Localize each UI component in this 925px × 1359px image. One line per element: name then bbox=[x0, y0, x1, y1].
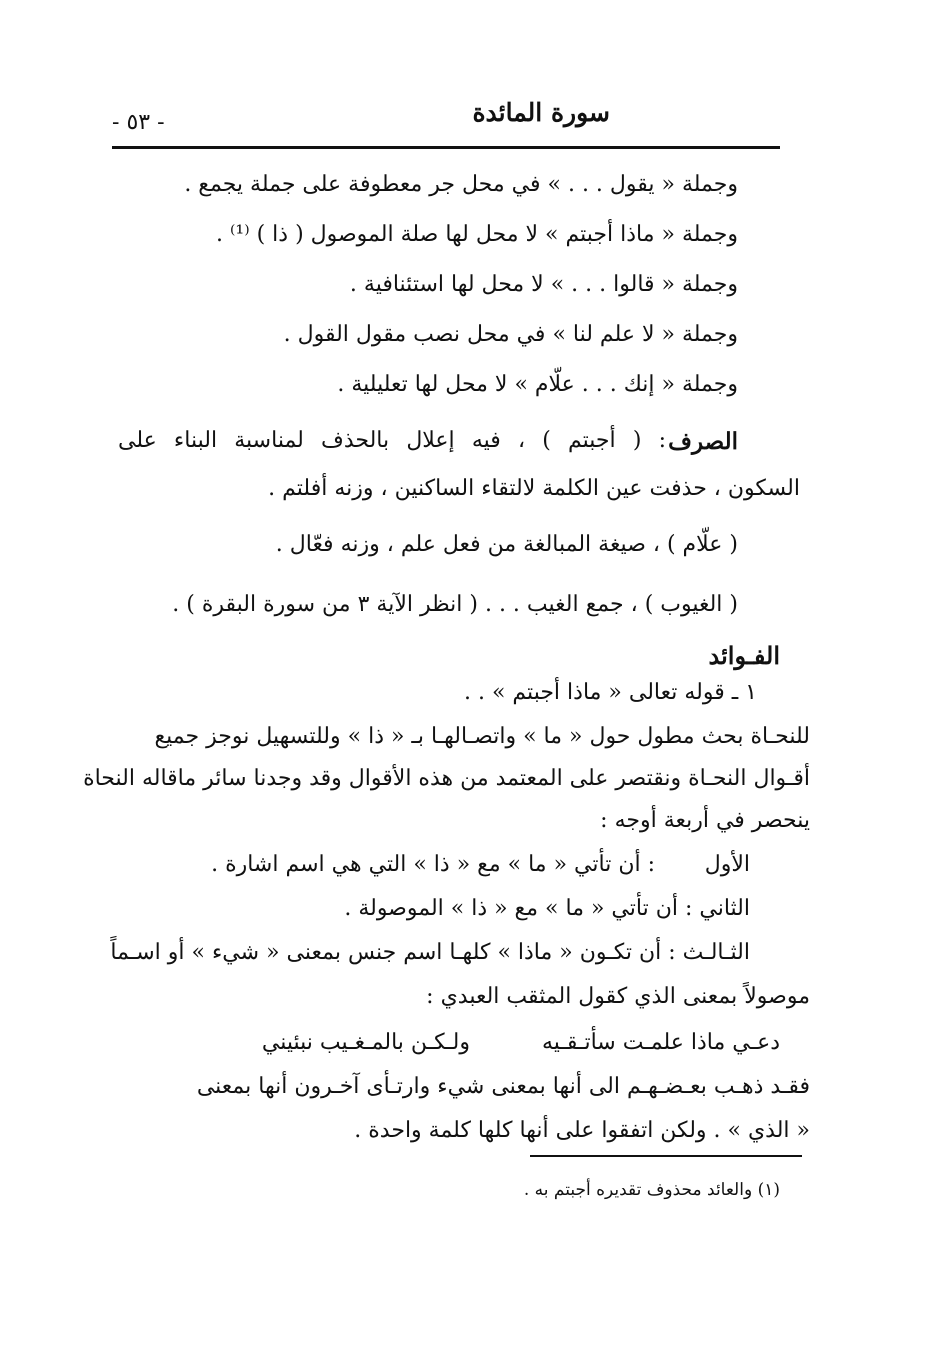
sarf-line: ( الغيوب ) ، جمع الغيب . . . ( انظر الآية ٣ من سورة البقرة ) . bbox=[172, 592, 738, 617]
header-divider bbox=[112, 146, 780, 149]
sarf-line: السكون ، حذفت عين الكلمة لالتقاء الساكنين ، وزنه أفلتم . bbox=[268, 476, 800, 501]
paragraph-line: « الذي » . ولكن اتفقوا على أنها كلها كلمة واحدة . bbox=[354, 1118, 810, 1143]
paragraph-line: ينحصر في أربعة أوجه : bbox=[600, 808, 810, 833]
irab-line: وجملة « يقول . . . » في محل جر معطوفة على جملة يجمع . bbox=[184, 172, 738, 197]
paragraph-line: للنحـاة بحث مطول حول « ما » واتصـالهـا بـ « ذا » وللتسهيل نوجز جميع bbox=[154, 724, 810, 749]
page-header bbox=[112, 98, 780, 138]
paragraph-line: فقـد ذهـب بعـضـهـم الى أنها بمعنى شيء وارتـأى آخـرون أنها بمعنى bbox=[196, 1074, 810, 1099]
irab-line: وجملة « لا علم لنا » في محل نصب مقول القول . bbox=[283, 322, 738, 347]
page-number: - ٥٣ - bbox=[112, 110, 165, 135]
paragraph-line: أقـوال النحـاة ونقتصر على المعتمد من هذه الأقوال وقد وجدنا سائر ماقاله النحاة bbox=[83, 766, 810, 791]
irab-line: وجملة « قالوا . . . » لا محل لها استئنافية . bbox=[349, 272, 738, 297]
third-aspect: الثـالـث : أن تكـون « ماذا » كلهـا اسم جنس بمعنى « شيء » أو اسـماً bbox=[110, 940, 750, 965]
surah-title: سورة المائدة bbox=[472, 98, 610, 127]
first-aspect-text: : أن تأتي « ما » مع « ذا » التي هي اسم اشارة . bbox=[211, 852, 655, 877]
second-aspect: الثاني : أن تأتي « ما » مع « ذا » الموصولة . bbox=[344, 896, 750, 921]
first-aspect-label: الأول bbox=[704, 852, 750, 877]
verse-hemistich-first: دعـي ماذا علمـت سأتـقـيه bbox=[542, 1030, 780, 1055]
fawaid-heading: الفـوائد bbox=[708, 641, 780, 670]
sarf-line: : ( أجبتم ) ، فيه إعلال بالحذف لمناسبة البناء على bbox=[118, 428, 666, 453]
irab-line: وجملة « إنك . . . علّام » لا محل لها تعليلية . bbox=[337, 372, 738, 397]
sarf-line: ( علّام ) ، صيغة المبالغة من فعل علم ، وزنه فعّال . bbox=[275, 532, 738, 557]
irab-line: وجملة « ماذا أجبتم » لا محل لها صلة الموصول ( ذا ) ⁽¹⁾ . bbox=[215, 222, 738, 247]
footnote: (١) والعائد محذوف تقديره أجبتم به . bbox=[523, 1180, 780, 1200]
sarf-label: الصرف bbox=[668, 428, 738, 455]
verse-hemistich-second: ولـكـن بالمـغـيب نبئيني bbox=[261, 1030, 470, 1055]
footnote-divider bbox=[530, 1155, 802, 1157]
paragraph-line: موصولاً بمعنى الذي كقول المثقب العبدي : bbox=[426, 984, 810, 1009]
fawaid-item: ١ ـ قوله تعالى « ماذا أجبتم » . . bbox=[463, 680, 757, 705]
